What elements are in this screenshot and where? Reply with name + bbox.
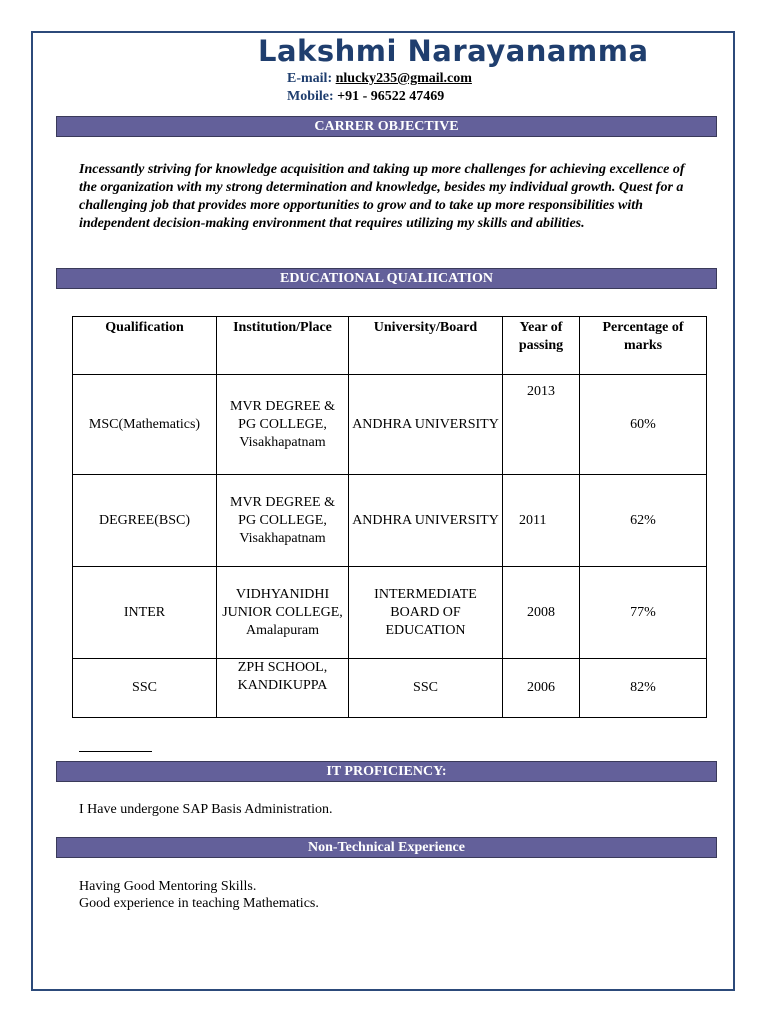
table-cell: 60% <box>580 375 707 475</box>
column-header: University/Board <box>349 317 503 375</box>
table-cell: ZPH SCHOOL, KANDIKUPPA <box>217 659 349 718</box>
table-row <box>73 375 707 475</box>
table-cell: ANDHRA UNIVERSITY <box>349 475 503 567</box>
table-cell: INTER <box>73 567 217 659</box>
table-cell: SSC <box>349 659 503 718</box>
table-row <box>73 475 707 567</box>
table-cell: MVR DEGREE & PG COLLEGE, Visakhapatnam <box>217 475 349 567</box>
table-row <box>73 567 707 659</box>
email-line <box>287 70 472 87</box>
table-cell: 2008 <box>503 567 580 659</box>
column-header: Percentage of marks <box>580 317 707 375</box>
table-row <box>73 659 707 718</box>
table-cell: INTERMEDIATE BOARD OF EDUCATION <box>349 567 503 659</box>
section-header-it: IT PROFICIENCY: <box>56 761 717 782</box>
column-header: Qualification <box>73 317 217 375</box>
education-table <box>72 316 707 718</box>
nontech-line: Having Good Mentoring Skills. <box>79 879 257 894</box>
table-cell: 2006 <box>503 659 580 718</box>
candidate-name: Lakshmi Narayanamma <box>258 34 649 68</box>
table-cell: MSC(Mathematics) <box>73 375 217 475</box>
email-label: E-mail: <box>287 71 333 86</box>
mobile-label: Mobile: <box>287 89 334 104</box>
mobile-number: +91 - 96522 47469 <box>337 89 445 104</box>
table-cell: MVR DEGREE & PG COLLEGE, Visakhapatnam <box>217 375 349 475</box>
table-cell: SSC <box>73 659 217 718</box>
table-cell: ANDHRA UNIVERSITY <box>349 375 503 475</box>
column-header: Year of passing <box>503 317 580 375</box>
section-header-objective: CARRER OBJECTIVE <box>56 116 717 137</box>
section-header-nontech: Non-Technical Experience <box>56 837 717 858</box>
section-header-education: EDUCATIONAL QUALIICATION <box>56 268 717 289</box>
column-header: Institution/Place <box>217 317 349 375</box>
divider-line <box>79 751 152 752</box>
mobile-line <box>287 88 444 105</box>
it-proficiency-text: I Have undergone SAP Basis Administration. <box>79 802 333 817</box>
nontech-line: Good experience in teaching Mathematics. <box>79 896 319 911</box>
table-cell: 77% <box>580 567 707 659</box>
table-cell: 82% <box>580 659 707 718</box>
table-cell: 2011 <box>503 475 580 567</box>
email-link[interactable]: nlucky235@gmail.com <box>335 71 472 86</box>
table-cell: DEGREE(BSC) <box>73 475 217 567</box>
table-cell: 62% <box>580 475 707 567</box>
table-header-row <box>73 317 707 375</box>
objective-text: Incessantly striving for knowledge acquisition and taking up more challenges for achieving excellence of the organization with my strong determination and knowledge, besides my individual growth. Quest for a challenging job that provides more opportunities to grow and to take up more responsibilities with independent decision-making environment that requires utilizing my skills and abilities. <box>79 162 685 231</box>
table-cell: 2013 <box>503 375 580 475</box>
table-cell: VIDHYANIDHI JUNIOR COLLEGE, Amalapuram <box>217 567 349 659</box>
